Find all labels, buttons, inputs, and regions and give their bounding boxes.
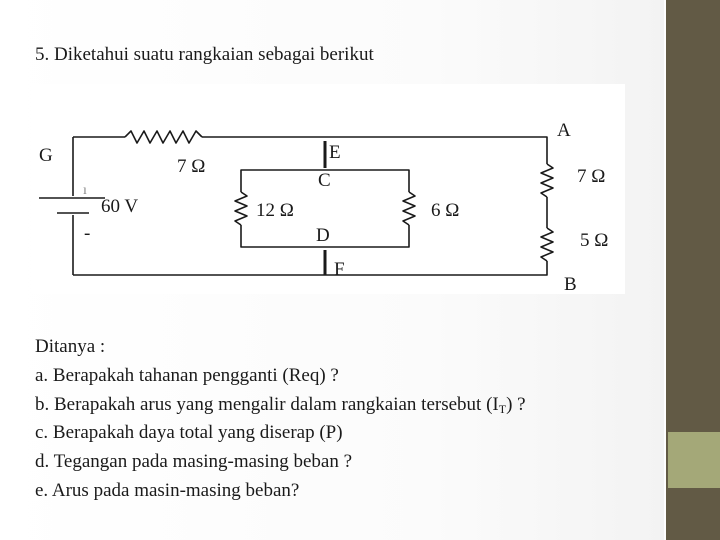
resistor-left-label: 12 Ω	[256, 200, 294, 221]
wire-right-bottom	[73, 261, 547, 275]
node-f-label: F	[334, 259, 345, 280]
resistor-right-top-label: 7 Ω	[577, 166, 606, 187]
resistor-right-5ohm	[541, 228, 553, 261]
battery-voltage-label: 60 V	[101, 196, 139, 217]
questions-heading: Ditanya :	[35, 336, 106, 357]
question-c: c. Berapakah daya total yang diserap (P)	[35, 422, 343, 444]
battery-minus-mark: -	[84, 223, 91, 244]
node-b-label: B	[564, 274, 577, 294]
resistor-right-bottom-label: 5 Ω	[580, 230, 609, 251]
resistor-top-7ohm	[125, 131, 202, 143]
resistor-right-7ohm	[541, 164, 553, 197]
question-b	[35, 391, 526, 420]
resistor-mid-label: 6 Ω	[431, 200, 460, 221]
sidebar-accent-block	[668, 432, 720, 488]
question-b-text: b. Berapakah arus yang mengalir dalam rangkaian tersebut (I	[35, 393, 499, 415]
question-e: e. Arus pada masin-masing beban?	[35, 479, 300, 501]
question-b-end: ) ?	[506, 393, 526, 415]
battery-plus-mark: ı	[83, 183, 87, 198]
question-d: d. Tegangan pada masing-masing beban ?	[35, 451, 352, 473]
circuit-diagram	[31, 84, 625, 294]
node-a-label: A	[557, 120, 571, 141]
question-list	[35, 333, 526, 506]
node-d-label: D	[316, 225, 330, 246]
node-g-label: G	[39, 145, 53, 166]
wire-top-right	[202, 137, 547, 164]
node-e-label: E	[329, 142, 341, 163]
question-a: a. Berapakah tahanan pengganti (Req) ?	[35, 364, 339, 386]
resistor-top-label: 7 Ω	[177, 156, 206, 177]
question-b-subscript: T	[498, 401, 507, 416]
resistor-left-12ohm	[235, 192, 247, 225]
node-c-label: C	[318, 170, 331, 191]
resistor-mid-6ohm	[403, 192, 415, 225]
slide-title: 5. Diketahui suatu rangkaian sebagai berikut	[35, 44, 374, 65]
